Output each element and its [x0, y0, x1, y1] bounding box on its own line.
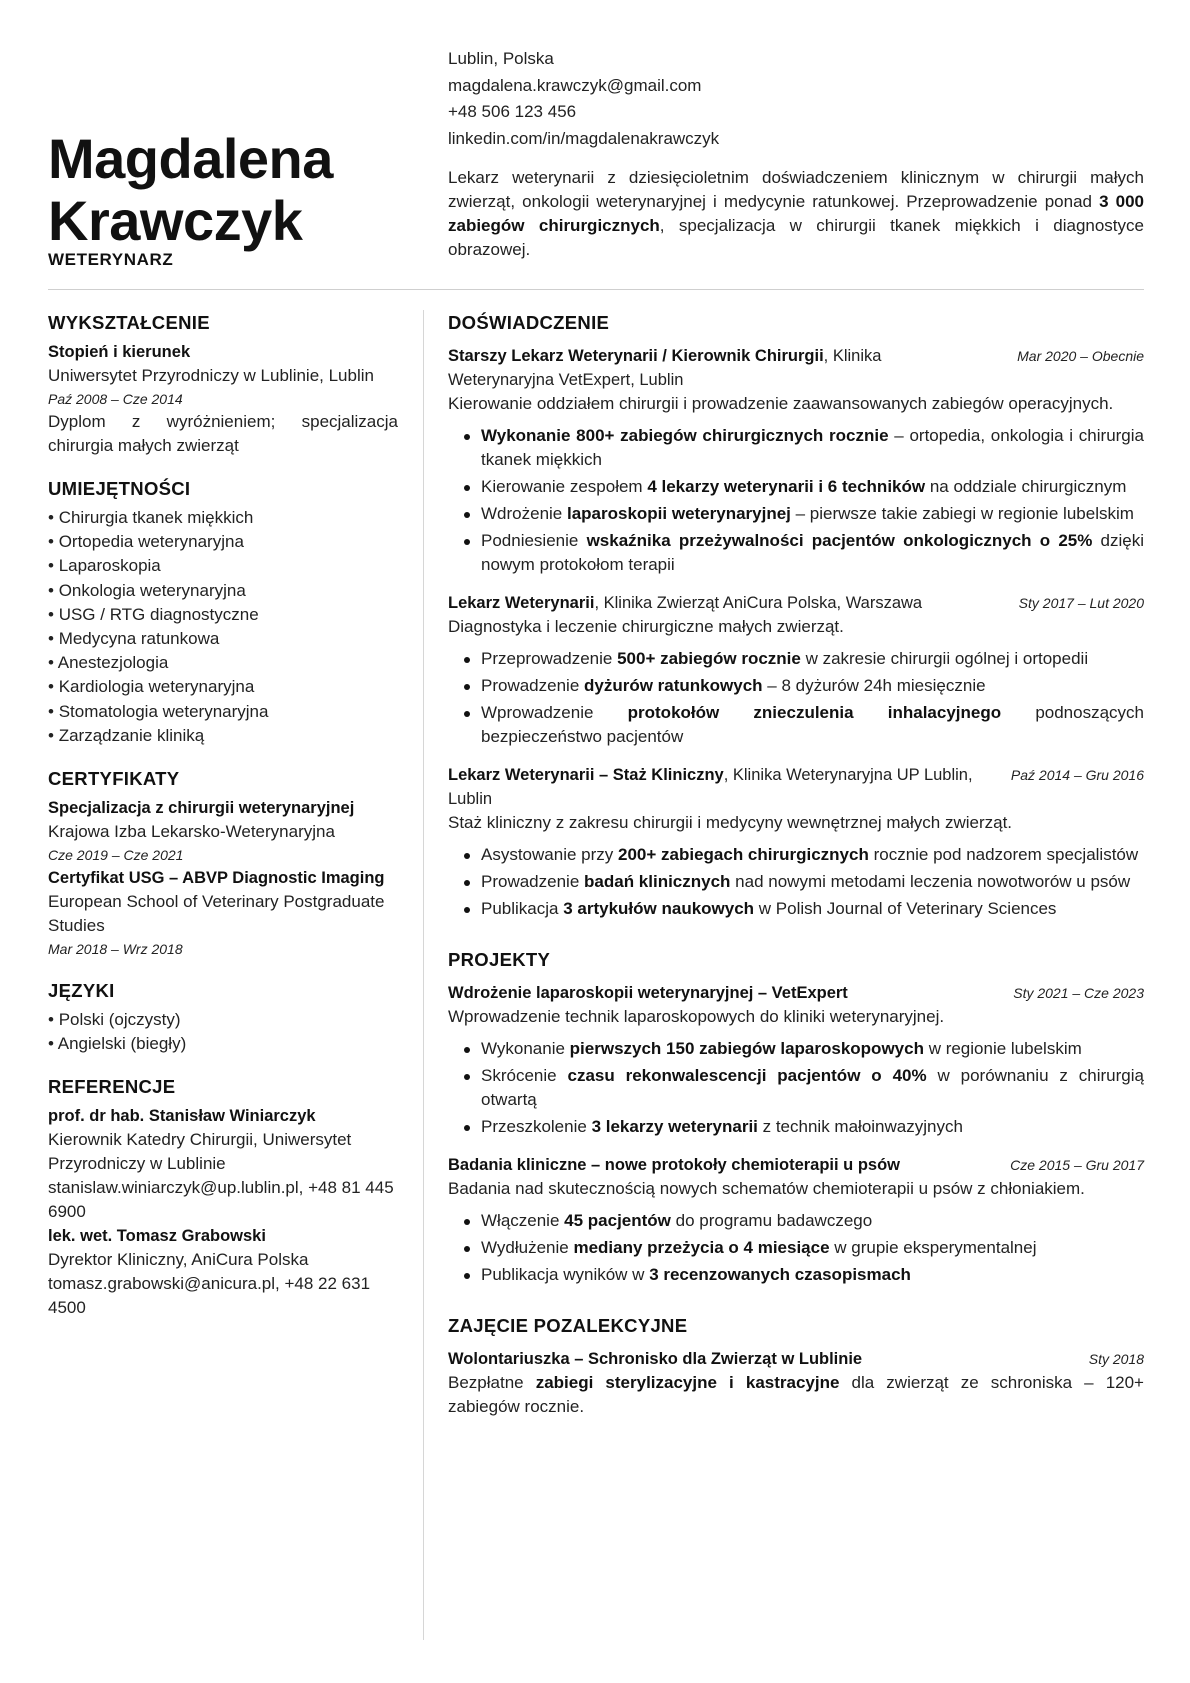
experience-entry-organization: , Klinika Weterynaryjna UP Lublin, Lublin: [448, 766, 973, 808]
bullet-item: [462, 529, 1144, 577]
certifications-list: [48, 796, 398, 960]
bullet-text: Skrócenie: [481, 1066, 568, 1085]
bullet-text: – ortopedia, onkologia i chirurgia tkanek miękkich: [481, 426, 1144, 469]
bullet-text: rocznie pod nadzorem specjalistów: [868, 845, 1139, 864]
project-entry-description: Badania nad skutecznością nowych schematów chemioterapii u psów z chłoniakiem.: [448, 1179, 1085, 1198]
activity-entry-dates: Sty 2018: [1088, 1351, 1144, 1367]
contact-email[interactable]: magdalena.krawczyk@gmail.com: [448, 75, 702, 95]
reference-contact: stanislaw.winiarczyk@up.lublin.pl, +48 81 445 6900: [48, 1178, 394, 1222]
project-entry: [448, 1153, 1144, 1287]
experience-entry-role: Lekarz Weterynarii: [448, 594, 595, 612]
languages-heading: JĘZYKI: [48, 980, 115, 1002]
language-item: • Polski (ojczysty): [48, 1008, 398, 1032]
activity-entry-role: Wolontariuszka – Schronisko dla Zwierząt w Lublinie: [448, 1350, 863, 1368]
project-entry-header: [448, 981, 1144, 1005]
skills-section: [48, 476, 398, 748]
education-section: [48, 310, 398, 458]
reference-position: Kierownik Katedry Chirurgii, Uniwersytet Przyrodniczy w Lublinie: [48, 1130, 352, 1174]
certification-issuer: European School of Veterinary Postgraduate Studies: [48, 892, 385, 936]
right-column: [448, 310, 1144, 1445]
experience-entry-description: Kierowanie oddziałem chirurgii i prowadzenie zaawansowanych zabiegów operacyjnych.: [448, 394, 1114, 413]
bullet-text: 500+ zabiegów rocznie: [617, 649, 801, 668]
contact-phone[interactable]: +48 506 123 456: [448, 102, 577, 121]
experience-entry-header: [448, 591, 1144, 615]
project-entry-dates: Cze 2015 – Gru 2017: [1010, 1157, 1144, 1173]
bullet-text: Prowadzenie: [481, 872, 585, 891]
contact-info: [448, 46, 719, 152]
skills-list: [48, 506, 398, 748]
bullet-text: dzięki nowym protokołom terapii: [481, 531, 1145, 574]
bullet-text: pierwszych 150 zabiegów laparoskopowych: [569, 1039, 924, 1058]
projects-list: [448, 981, 1144, 1287]
extracurricular-section: [448, 1313, 1144, 1419]
bullet-text: dyżurów ratunkowych: [584, 676, 763, 695]
education-note: Dyplom z wyróżnieniem; specjalizacja chirurgia małych zwierząt: [48, 412, 398, 455]
bullet-item: [462, 1236, 1144, 1260]
languages-section: [48, 978, 398, 1056]
projects-section: [448, 947, 1144, 1287]
skill-item: • Zarządzanie kliniką: [48, 724, 398, 748]
summary-text: 3 000 zabiegów chirurgicznych: [448, 192, 1145, 235]
activity-entry-description: [448, 1371, 1144, 1419]
experience-entry-organization: , Klinika Zwierząt AniCura Polska, Warszawa: [594, 594, 923, 612]
project-entry-role: Badania kliniczne – nowe protokoły chemioterapii u psów: [448, 1156, 901, 1174]
bullet-item: [462, 1037, 1144, 1061]
certification-dates: Cze 2019 – Cze 2021: [48, 847, 184, 864]
education-dates: Paź 2008 – Cze 2014: [48, 391, 183, 407]
bullet-text: laparoskopii weterynaryjnej: [566, 504, 791, 523]
bullet-item: [462, 502, 1144, 526]
bullet-text: 200+ zabiegach chirurgicznych: [618, 845, 869, 864]
bullet-text: badań klinicznych: [584, 872, 731, 891]
bullet-text: Wykonanie 800+ zabiegów chirurgicznych rocznie: [481, 426, 889, 445]
bullet-text: 3 lekarzy weterynarii: [591, 1117, 758, 1136]
certification-name: Specjalizacja z chirurgii weterynaryjnej: [48, 799, 355, 818]
experience-entry-organization: , Klinika Weterynaryjna VetExpert, Lublin: [448, 347, 882, 389]
summary-text: Lekarz weterynarii z dziesięcioletnim doświadczeniem klinicznym w chirurgii małych zwierząt, onkologii weterynaryjnej i medycynie ratunkowej. Przeprowadzenie ponad: [448, 168, 1144, 211]
experience-entry: [448, 763, 1144, 921]
bullet-item: [462, 647, 1144, 671]
skill-item: • USG / RTG diagnostyczne: [48, 603, 398, 627]
bullet-item: [462, 701, 1144, 749]
description-text: zabiegi sterylizacyjne i kastracyjne: [535, 1373, 840, 1392]
bullet-text: w zakresie chirurgii ogólnej i ortopedii: [800, 649, 1089, 668]
certification-item: [48, 866, 398, 960]
experience-entry-description: Staż kliniczny z zakresu chirurgii i medycyny wewnętrznej małych zwierząt.: [448, 813, 1013, 832]
bullet-text: protokołów znieczulenia inhalacyjnego: [627, 703, 1002, 722]
references-heading: REFERENCJE: [48, 1076, 176, 1098]
experience-entry-dates: Paź 2014 – Gru 2016: [1010, 767, 1144, 783]
summary-text: , specjalizacja w chirurgii tkanek miękkich i diagnostyce obrazowej.: [448, 216, 1144, 259]
experience-entry-bullets: [462, 843, 1144, 921]
reference-position: Dyrektor Kliniczny, AniCura Polska: [48, 1250, 309, 1270]
project-entry-role: Wdrożenie laparoskopii weterynaryjnej – VetExpert: [448, 984, 848, 1002]
reference-contact: tomasz.grabowski@anicura.pl, +48 22 631 4500: [48, 1274, 371, 1318]
bullet-item: [462, 897, 1144, 921]
skill-item: • Medycyna ratunkowa: [48, 627, 398, 651]
bullet-text: na oddziale chirurgicznym: [925, 477, 1127, 496]
bullet-text: 3 artykułów naukowych: [563, 899, 755, 918]
bullet-item: [462, 424, 1144, 472]
bullet-text: w grupie eksperymentalnej: [829, 1238, 1037, 1257]
experience-list: [448, 344, 1144, 921]
candidate-name: [48, 128, 333, 252]
bullet-text: Asystowanie przy: [481, 845, 618, 864]
skill-item: • Stomatologia weterynaryjna: [48, 700, 398, 724]
experience-entry: [448, 344, 1144, 577]
experience-section: [448, 310, 1144, 921]
header-divider: [48, 289, 1144, 290]
bullet-text: Prowadzenie: [481, 676, 585, 695]
extracurricular-list: [448, 1347, 1144, 1419]
left-column: [48, 310, 398, 1338]
reference-name: lek. wet. Tomasz Grabowski: [48, 1227, 266, 1246]
experience-entry-role: Starszy Lekarz Weterynarii / Kierownik Chirurgii: [448, 347, 824, 365]
candidate-last-name: Krawczyk: [48, 189, 303, 252]
certifications-section: [48, 766, 398, 960]
skill-item: • Laparoskopia: [48, 554, 398, 578]
bullet-text: nad nowymi metodami leczenia nowotworów u psów: [730, 872, 1131, 891]
experience-entry-bullets: [462, 647, 1144, 749]
bullet-text: 45 pacjentów: [564, 1211, 671, 1230]
bullet-text: – 8 dyżurów 24h miesięcznie: [762, 676, 986, 695]
description-text: Bezpłatne: [448, 1373, 536, 1392]
bullet-text: 4 lekarzy weterynarii i 6 techników: [647, 477, 926, 496]
education-school: Uniwersytet Przyrodniczy w Lublinie, Lublin: [48, 366, 374, 385]
reference-item: [48, 1104, 398, 1224]
project-entry: [448, 981, 1144, 1139]
resume-header: [48, 40, 1144, 290]
bullet-text: w regionie lubelskim: [923, 1039, 1082, 1058]
references-section: [48, 1074, 398, 1320]
certification-issuer: Krajowa Izba Lekarsko-Weterynaryjna: [48, 822, 335, 842]
bullet-text: w porównaniu z chirurgią otwartą: [481, 1066, 1144, 1109]
experience-entry-bullets: [462, 424, 1144, 577]
skill-item: • Ortopedia weterynaryjna: [48, 530, 398, 554]
project-entry-bullets: [462, 1037, 1144, 1139]
bullet-text: Wprowadzenie: [481, 703, 628, 722]
skill-item: • Chirurgia tkanek miękkich: [48, 506, 398, 530]
languages-list: [48, 1008, 398, 1056]
description-text: dla zwierząt ze schroniska – 120+ zabiegów rocznie.: [448, 1373, 1144, 1416]
project-entry-header: [448, 1153, 1144, 1177]
project-entry-dates: Sty 2021 – Cze 2023: [1013, 985, 1144, 1001]
certifications-heading: CERTYFIKATY: [48, 768, 180, 790]
bullet-text: Kierowanie zespołem: [481, 477, 648, 496]
bullet-text: wskaźnika przeżywalności pacjentów onkologicznych o 25%: [586, 531, 1093, 550]
skill-item: • Onkologia weterynaryjna: [48, 579, 398, 603]
project-entry-bullets: [462, 1209, 1144, 1287]
projects-heading: PROJEKTY: [448, 949, 551, 970]
bullet-item: [462, 1115, 1144, 1139]
skills-heading: UMIEJĘTNOŚCI: [48, 478, 191, 499]
bullet-text: podnoszących bezpieczeństwo pacjentów: [481, 703, 1144, 746]
bullet-text: Wykonanie: [481, 1039, 570, 1058]
bullet-text: Przeprowadzenie: [481, 649, 618, 668]
experience-entry-description: Diagnostyka i leczenie chirurgiczne małych zwierząt.: [448, 617, 844, 636]
bullet-item: [462, 843, 1144, 867]
bullet-item: [462, 674, 1144, 698]
bullet-text: Włączenie: [481, 1211, 565, 1230]
experience-entry-dates: Sty 2017 – Lut 2020: [1018, 595, 1144, 611]
bullet-text: do programu badawczego: [670, 1211, 873, 1230]
language-item: • Angielski (biegły): [48, 1032, 398, 1056]
reference-item: [48, 1224, 398, 1320]
bullet-text: – pierwsze takie zabiegi w regionie lubelskim: [790, 504, 1134, 523]
extracurricular-heading: ZAJĘCIE POZALEKCYJNE: [448, 1315, 688, 1336]
experience-entry-header: [448, 344, 1144, 392]
bullet-item: [462, 1209, 1144, 1233]
contact-location: Lublin, Polska: [448, 49, 554, 68]
bullet-text: czasu rekonwalescencji pacjentów o 40%: [567, 1066, 927, 1085]
references-list: [48, 1104, 398, 1320]
bullet-item: [462, 1263, 1144, 1287]
activity-entry: [448, 1347, 1144, 1419]
bullet-item: [462, 1064, 1144, 1112]
experience-heading: DOŚWIADCZENIE: [448, 312, 610, 333]
bullet-text: Podniesienie: [481, 531, 587, 550]
contact-linkedin[interactable]: linkedin.com/in/magdalenakrawczyk: [448, 128, 720, 148]
reference-name: prof. dr hab. Stanisław Winiarczyk: [48, 1107, 316, 1126]
activity-entry-header: [448, 1347, 1144, 1371]
certification-item: [48, 796, 398, 866]
skill-item: • Anestezjologia: [48, 651, 398, 675]
education-degree: Stopień i kierunek: [48, 343, 191, 361]
bullet-text: Publikacja: [481, 899, 564, 918]
project-entry-description: Wprowadzenie technik laparoskopowych do kliniki weterynaryjnej.: [448, 1007, 945, 1026]
experience-entry-role: Lekarz Weterynarii – Staż Kliniczny: [448, 766, 724, 784]
bullet-text: mediany przeżycia o 4 miesiące: [573, 1238, 830, 1257]
experience-entry-dates: Mar 2020 – Obecnie: [1017, 348, 1144, 364]
professional-summary: [448, 166, 1144, 262]
experience-entry-header: [448, 763, 1144, 811]
bullet-text: Wdrożenie: [481, 504, 567, 523]
education-heading: WYKSZTAŁCENIE: [48, 312, 210, 333]
bullet-text: 3 recenzowanych czasopismach: [649, 1265, 911, 1284]
experience-entry: [448, 591, 1144, 749]
bullet-text: Przeszkolenie: [481, 1117, 592, 1136]
bullet-text: w Polish Journal of Veterinary Sciences: [754, 899, 1057, 918]
certification-dates: Mar 2018 – Wrz 2018: [48, 941, 183, 958]
certification-name: Certyfikat USG – ABVP Diagnostic Imaging: [48, 869, 385, 888]
column-divider: [423, 310, 424, 1640]
bullet-text: Publikacja wyników w: [481, 1265, 650, 1284]
bullet-text: z technik małoinwazyjnych: [757, 1117, 963, 1136]
bullet-text: Wydłużenie: [481, 1238, 574, 1257]
bullet-item: [462, 870, 1144, 894]
job-title: WETERYNARZ: [48, 250, 174, 269]
bullet-item: [462, 475, 1144, 499]
skill-item: • Kardiologia weterynaryjna: [48, 675, 398, 699]
candidate-first-name: Magdalena: [48, 127, 333, 190]
